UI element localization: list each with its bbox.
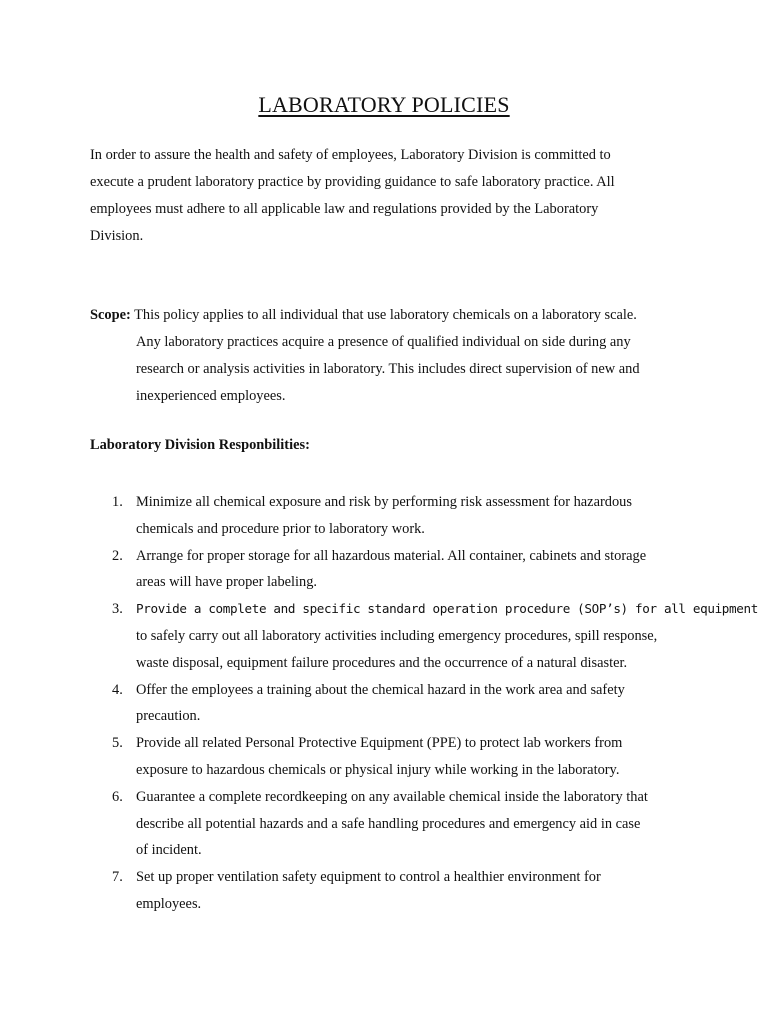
scope-first-line	[90, 302, 690, 329]
list-item-line: Offer the employees a training about the chemical hazard in the work area and safety	[136, 681, 625, 698]
list-item-line: employees.	[136, 895, 202, 912]
list-item	[90, 596, 758, 676]
list-item-number: 3.	[112, 601, 123, 618]
list-item-line: of incident.	[136, 842, 202, 859]
list-item-number: 6.	[112, 788, 123, 805]
list-item-line: precaution.	[136, 708, 201, 725]
list-item-line: describe all potential hazards and a safe handling procedures and emergency aid in case	[136, 815, 641, 832]
list-item-line: Arrange for proper storage for all hazardous material. All container, cabinets and storage	[136, 547, 647, 564]
list-item-line: Provide a complete and specific standard operation procedure (SOP’s) for all equipment	[136, 601, 758, 617]
list-item	[90, 489, 710, 543]
list-item	[90, 677, 710, 731]
list-item-line: chemicals and procedure prior to laboratory work.	[136, 520, 425, 537]
list-item	[90, 730, 710, 784]
list-item-line: exposure to hazardous chemicals or physical injury while working in the laboratory.	[136, 761, 620, 778]
list-item-line: Set up proper ventilation safety equipment to control a healthier environment for	[136, 869, 601, 886]
list-item-number: 7.	[112, 869, 123, 886]
intro-paragraph	[90, 142, 690, 250]
list-item-line: Minimize all chemical exposure and risk by performing risk assessment for hazardous	[136, 494, 632, 510]
scope-line: inexperienced employees.	[136, 388, 286, 404]
list-item	[90, 864, 710, 918]
list-item-line: areas will have proper labeling.	[136, 574, 318, 591]
scope-line: Any laboratory practices acquire a presence of qualified individual on side during any	[136, 334, 631, 350]
intro-line: execute a prudent laboratory practice by providing guidance to safe laboratory practice. All	[90, 174, 615, 190]
intro-line: Division.	[90, 228, 144, 244]
scope-line: research or analysis activities in laboratory. This includes direct supervision of new and	[136, 361, 640, 377]
list-item-line: Provide all related Personal Protective Equipment (PPE) to protect lab workers from	[136, 735, 623, 752]
list-item-line: to safely carry out all laboratory activities including emergency procedures, spill response,	[136, 627, 658, 644]
list-item-line: Guarantee a complete recordkeeping on any available chemical inside the laboratory that	[136, 788, 648, 805]
intro-line: In order to assure the health and safety of employees, Laboratory Division is committed to	[90, 147, 611, 163]
responsibilities-heading: Laboratory Division Responbilities:	[90, 437, 310, 453]
scope-label: Scope:	[90, 307, 131, 323]
list-item	[90, 784, 710, 864]
page-title: LABORATORY POLICIES	[258, 92, 510, 117]
list-item-number: 2.	[112, 547, 123, 564]
list-item-number: 4.	[112, 681, 123, 698]
list-item-number: 5.	[112, 735, 123, 752]
list-item	[90, 543, 710, 597]
intro-line: employees must adhere to all applicable law and regulations provided by the Laboratory	[90, 201, 599, 217]
scope-first-text: This policy applies to all individual that use laboratory chemicals on a laboratory scale.	[134, 307, 637, 323]
list-item-line: waste disposal, equipment failure procedures and the occurrence of a natural disaster.	[136, 654, 628, 671]
responsibilities-list	[90, 489, 758, 918]
list-item-number: 1.	[112, 494, 123, 510]
scope-section	[90, 302, 690, 410]
